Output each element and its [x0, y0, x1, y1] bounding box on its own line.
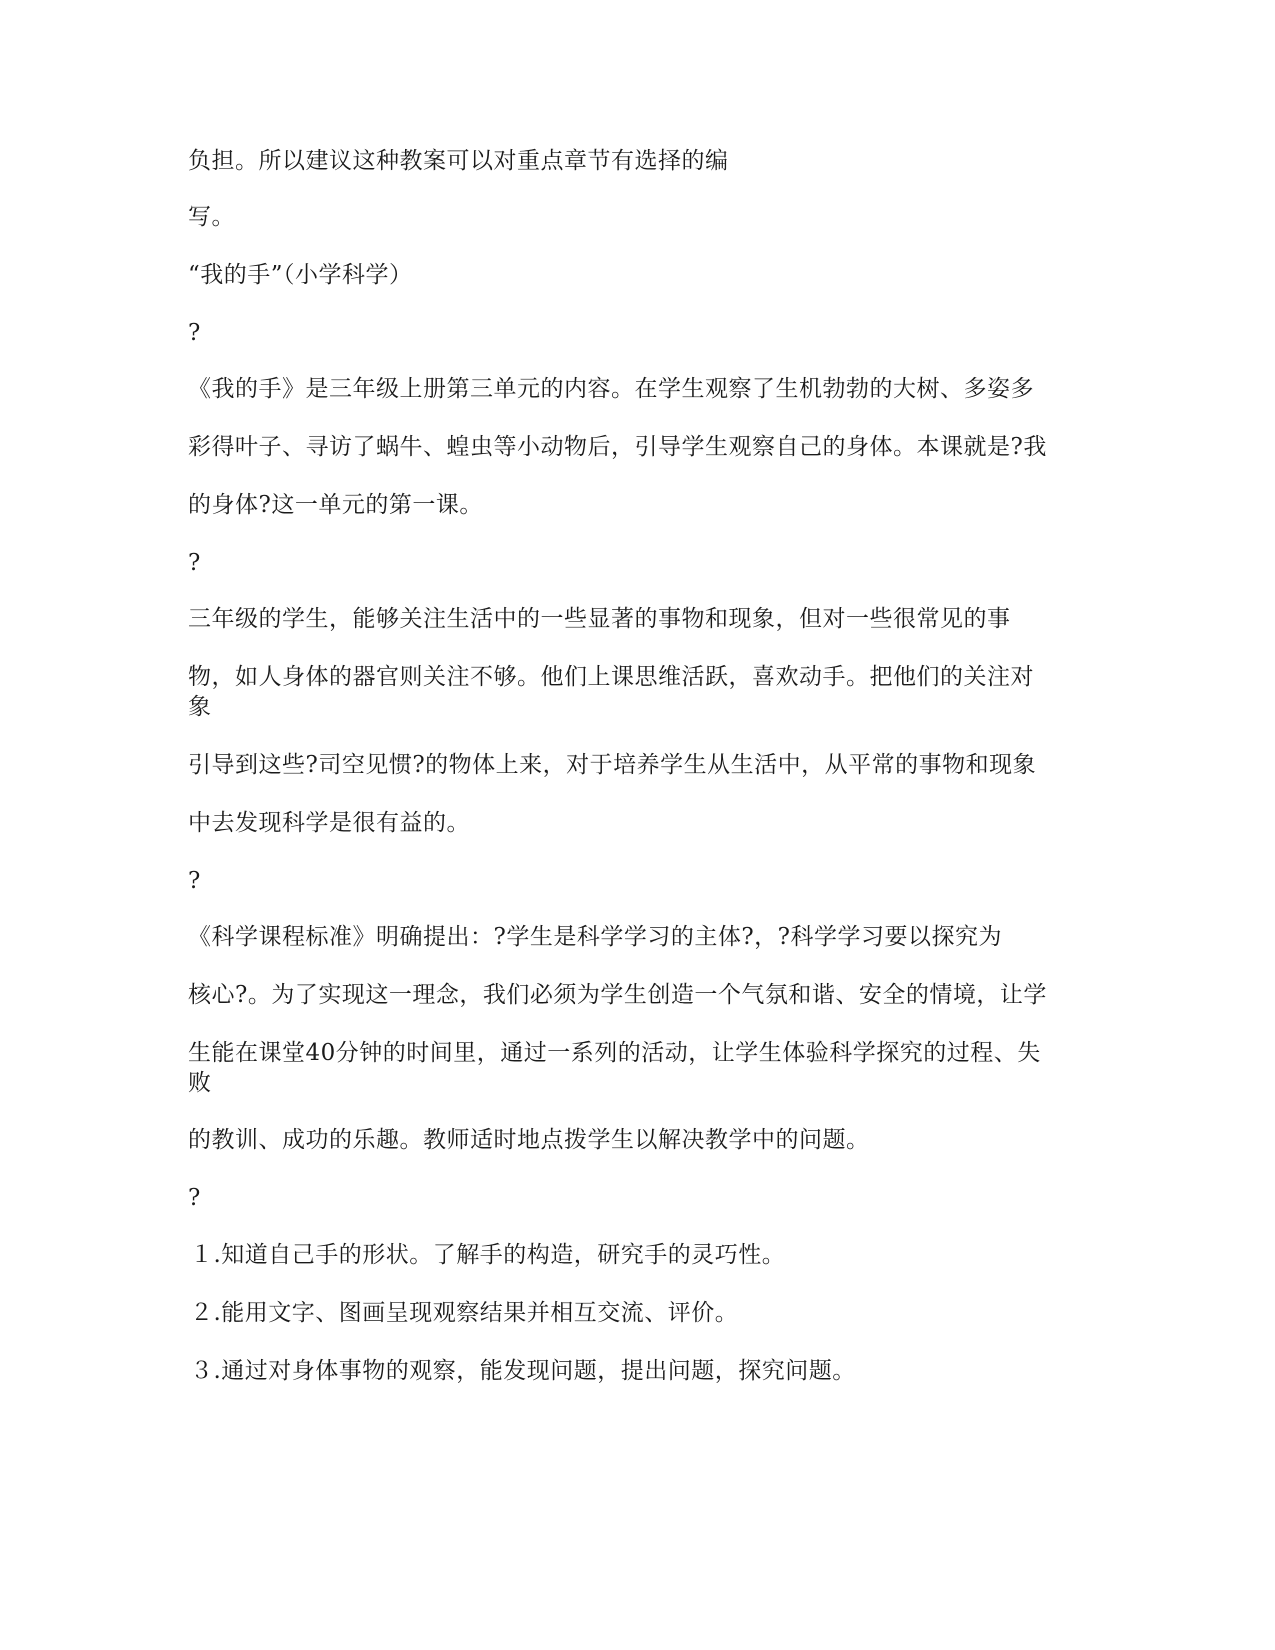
text-line: 彩得叶子、寻访了蜗牛、蝗虫等小动物后，引导学生观察自己的身体。本课就是?我 [188, 434, 1047, 460]
text-line: 写。 [188, 204, 235, 230]
placeholder-mark: ? [188, 550, 201, 576]
text-line: 引导到这些?司空见惯?的物体上来，对于培养学生从生活中，从平常的事物和现象 [188, 752, 1037, 778]
objective-item: ３.通过对身体事物的观察，能发现问题，提出问题，探究问题。 [190, 1358, 856, 1384]
text-line: 核心?。为了实现这一理念，我们必须为学生创造一个气氛和谐、安全的情境，让学 [188, 982, 1047, 1008]
text-line: 中去发现科学是很有益的。 [188, 810, 470, 836]
text-line: 的教训、成功的乐趣。教师适时地点拨学生以解决教学中的问题。 [188, 1127, 870, 1153]
placeholder-mark: ? [188, 868, 201, 894]
text-line: 负担。所以建议这种教案可以对重点章节有选择的编 [188, 148, 729, 174]
text-line: 物，如人身体的器官则关注不够。他们上课思维活跃，喜欢动手。把他们的关注对 [188, 664, 1034, 690]
objective-item: １.知道自己手的形状。了解手的构造，研究手的灵巧性。 [190, 1242, 786, 1268]
text-line: 《我的手》是三年级上册第三单元的内容。在学生观察了生机勃勃的大树、多姿多 [188, 376, 1034, 402]
objective-item: ２.能用文字、图画呈现观察结果并相互交流、评价。 [190, 1300, 739, 1326]
text-line: 三年级的学生，能够关注生活中的一些显著的事物和现象，但对一些很常见的事 [188, 606, 1011, 632]
lesson-title: “我的手”（小学科学） [188, 262, 413, 288]
text-line: 败 [188, 1070, 212, 1096]
text-line: 的身体?这一单元的第一课。 [188, 492, 483, 518]
placeholder-mark: ? [188, 320, 201, 346]
placeholder-mark: ? [188, 1185, 201, 1211]
text-line: 生能在课堂40分钟的时间里，通过一系列的活动，让学生体验科学探究的过程、失 [188, 1040, 1041, 1066]
text-line: 象 [188, 694, 212, 720]
text-line: 《科学课程标准》明确提出：?学生是科学学习的主体?，?科学学习要以探究为 [188, 924, 1002, 950]
